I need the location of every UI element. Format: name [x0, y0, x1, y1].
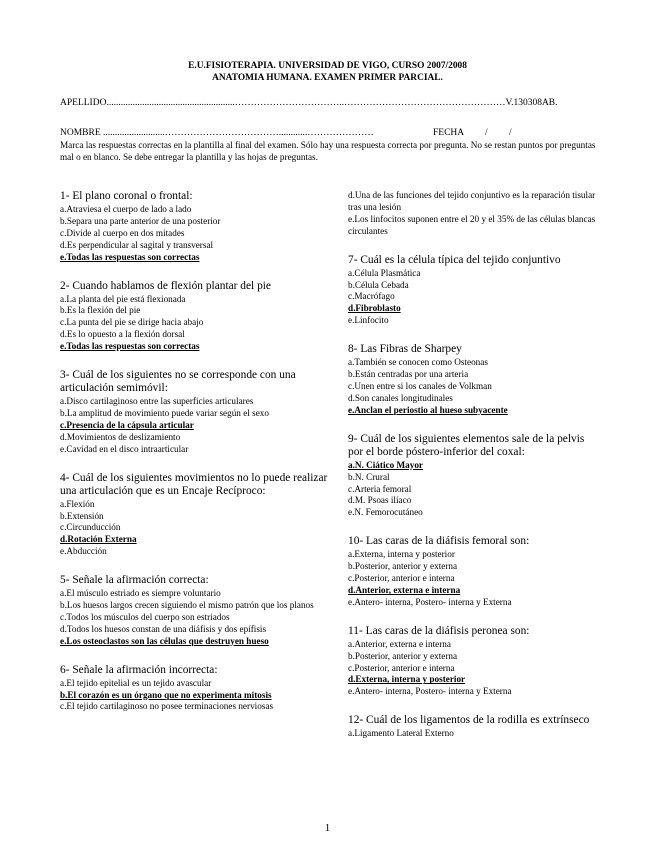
question-title: 1- El plano coronal o frontal: — [60, 190, 193, 202]
answer-option: e.Abducción — [60, 546, 107, 557]
answer-option: e.Antero- interna, Postero- interna y Externa — [348, 686, 512, 697]
correct-answer-option: a.N. Ciático Mayor — [348, 459, 424, 470]
answer-option: d.Es perpendicular al sagital y transversal — [60, 239, 214, 250]
answer-option: c.El tejido cartilaginoso no posee terminaciones nerviosas — [60, 701, 274, 712]
answer-option: a.El tejido epitelial es un tejido avascular — [60, 677, 212, 688]
answer-option: c.Posterior, anterior e interna — [348, 662, 455, 673]
question-title: 2- Cuando hablamos de flexión plantar del pie — [60, 279, 271, 292]
header-line-2: ANATOMIA HUMANA. EXAMEN PRIMER PARCIAL. — [212, 73, 443, 83]
question — [60, 190, 330, 264]
question-title: 10- Las caras de la diáfisis femoral son: — [348, 535, 530, 548]
question-title: 7- Cuál es la célula típica del tejido conjuntivo — [348, 253, 561, 266]
answer-option: b.Célula Cebada — [348, 279, 409, 290]
question — [348, 535, 598, 609]
question-title: 11- Las caras de la diáfisis peronea son: — [348, 624, 530, 637]
answer-option: a.Flexión — [60, 498, 95, 509]
answer-option: d.Todos los huesos constan de una diáfisis y dos epífisis — [60, 623, 267, 634]
answer-option: c.Macrófago — [348, 291, 395, 302]
correct-answer-option: c.Presencia de la cápsula articular — [60, 419, 194, 430]
answer-option: a.La planta del pie está flexionada — [60, 293, 186, 304]
answer-option: b.Extensión — [60, 510, 104, 521]
question-6-continued — [348, 190, 598, 238]
question-title: 8- Las Fibras de Sharpey — [348, 343, 462, 356]
answer-option: b.La amplitud de movimiento puede variar según el sexo — [60, 407, 269, 418]
answer-option: a.Atraviesa el cuerpo de lado a lado — [60, 204, 192, 214]
answer-option: c.La punta del pie se dirige hacia abajo — [60, 317, 204, 328]
nombre-row — [60, 128, 600, 138]
question — [348, 433, 598, 520]
answer-option: b.Posterior, anterior y externa — [348, 561, 458, 572]
answer-option: d.Movimientos de deslizamiento — [60, 431, 181, 442]
answer-option: d.Es lo opuesto a la flexión dorsal — [60, 329, 185, 340]
answer-option: c.Circunducción — [60, 522, 121, 533]
answer-option: b.Están centradas por una arteria — [348, 369, 469, 380]
question — [60, 664, 330, 714]
answer-option: e.Antero- interna, Postero- interna y Externa — [348, 596, 512, 607]
question-title: 5- Señale la afirmación correcta: — [60, 574, 209, 587]
answer-option: c.Posterior, anterior e interna — [348, 573, 455, 584]
question-title: 9- Cuál de los siguientes elementos sale de la pelvis por el borde póstero-inferior del coxal: — [348, 432, 585, 458]
answer-option: c.Divide al cuerpo en dos mitades — [60, 227, 185, 238]
question-title: 3- Cuál de los siguientes no se corresponde con una articulación semimóvil: — [60, 369, 296, 395]
correct-answer-option: e.Anclan el periostio al hueso subyacente — [348, 404, 508, 415]
answer-option: a.También se conocen como Osteonas — [348, 357, 488, 368]
correct-answer-option: d.Rotación Externa — [60, 534, 137, 545]
answer-option: e.Linfocito — [348, 315, 389, 326]
right-column — [348, 190, 598, 756]
question — [348, 625, 598, 699]
correct-answer-option: d.Fibroblasto — [348, 303, 401, 314]
answer-option: b.Es la flexión del pie — [60, 305, 141, 316]
correct-answer-option: d.Externa, interna y posterior — [348, 674, 466, 685]
answer-option: a.Disco cartilaginoso entre las superficies articulares — [60, 396, 254, 407]
question — [60, 574, 330, 648]
answer-option: a.Externa, interna y posterior — [348, 549, 455, 560]
answer-option: b.N. Crural — [348, 471, 390, 482]
header-line-1: E.U.FISIOTERAPIA. UNIVERSIDAD DE VIGO, CURSO 2007/2008 — [188, 61, 467, 71]
nombre-field: NOMBRE ..........................………………………………............………………… — [60, 128, 374, 138]
answer-option: e.Los linfocitos suponen entre el 20 y el 35% de las células blancas circulantes — [348, 213, 596, 236]
answer-option: c.Arteria femoral — [348, 483, 412, 494]
answer-option: b.Separa una parte anterior de una posterior — [60, 215, 221, 226]
question-title: 12- Cuál de los ligamentos de la rodilla es extrínseco — [348, 714, 590, 727]
question — [60, 280, 330, 354]
answer-option: d.M. Psoas ilíaco — [348, 495, 412, 506]
apellido-field: APELLIDO......................................................……………………………..……………………………………………V.130308AB. — [60, 98, 558, 108]
question-title: 4- Cuál de los siguientes movimientos no lo puede realizar una articulación que es un Encaje Recíproco: — [60, 471, 328, 497]
answer-option: c.Todos los músculos del cuerpo son estriados — [60, 611, 230, 622]
exam-header — [0, 60, 655, 84]
answer-option: a.El músculo estriado es siempre voluntario — [60, 588, 221, 599]
answer-option: e.Cavidad en el disco intraarticular — [60, 443, 189, 454]
question — [60, 472, 330, 559]
correct-answer-option: d.Anterior, externa e interna — [348, 584, 461, 595]
question — [348, 343, 598, 417]
answer-option: b.Los huesos largos crecen siguiendo el mismo patrón que los planos — [60, 600, 314, 611]
left-column — [60, 190, 330, 729]
answer-option: d.Una de las funciones del tejido conjuntivo es la reparación tisular tras una lesión — [348, 190, 596, 212]
page-number: 1 — [324, 822, 331, 834]
question-title: 6- Señale la afirmación incorrecta: — [60, 663, 218, 676]
fecha-field: FECHA / / — [433, 128, 512, 138]
correct-answer-option: e.Todas las respuestas son correctas — [60, 341, 200, 352]
question — [60, 369, 330, 456]
answer-option: b.Posterior, anterior y externa — [348, 650, 458, 661]
answer-option: d.Son canales longitudinales — [348, 392, 453, 403]
correct-answer-option: e.Los osteoclastos son las células que destruyen hueso — [60, 635, 269, 646]
question — [348, 254, 598, 328]
correct-answer-option: b.El corazón es un órgano que no experimenta mitosis — [60, 689, 272, 700]
answer-option: a.Anterior, externa e interna — [348, 638, 451, 649]
answer-option: a.Célula Plasmática — [348, 267, 421, 278]
correct-answer-option: e.Todas las respuestas son correctas — [60, 251, 200, 262]
instructions: Marca las respuestas correctas en la plantilla al final del examen. Sólo hay una respuesta correcta por pregunta. No se restan puntos por preguntas mal o en blanco. Se debe entregar la plantilla y las hojas de preguntas. — [60, 140, 596, 162]
answer-option: e.N. Femorocutáneo — [348, 507, 423, 518]
answer-option: c.Unen entre si los canales de Volkman — [348, 380, 492, 391]
answer-option: a.Ligamento Lateral Externo — [348, 728, 454, 739]
question — [348, 714, 598, 740]
